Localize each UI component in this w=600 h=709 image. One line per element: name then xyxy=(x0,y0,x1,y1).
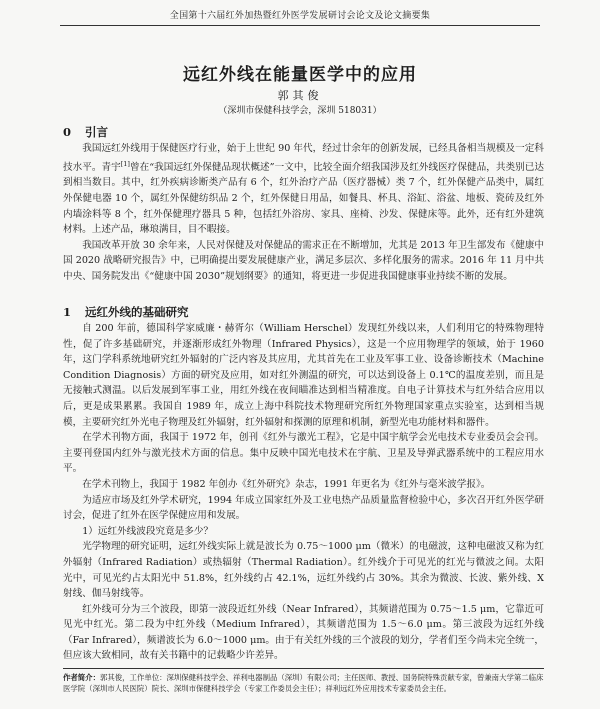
running-header: 全国第十六届红外加热暨红外医学发展研讨会论文及论文摘要集 xyxy=(60,8,540,26)
research-body xyxy=(63,321,544,664)
footnote-text: 郭其俊，工作单位：深圳保健科技学会、祥利电器制品（深圳）有限公司；主任医师、教授、国务院特殊贡献专家，曾兼南大学第二临床医学院（深圳市人民医院）院长、深圳市保健科技学会（专家工作委员会主任）；祥利远红外应用技术专家委员会主任。 xyxy=(63,673,544,693)
research-paragraph: 自 200 年前，德国科学家威廉・赫胥尔（William Herschel）发现红外线以来，人们利用它的特殊物理特性，促了许多基础研究，并逐渐形成红外物理（Infrared Physics），这是一个应用物理学的领域，始于 1960 年，这门学科系统地研究红外辐射的广泛内容及其应用，尤其首先在工业及军事工业、设备诊断技术（Machine Condition Diagnosis）方面的研究及应用，如对红外测温的研究，可以达到设备上 0.1℃的温度差别，而且是无接触式测温。以后发展到军事工业，用红外线在夜间瞄准达到相当精准度。自电子计算技术与红外结合应用以后，更是成果累累。我国自 1989 年，成立上海中科院技术物理研究所红外物理国家重点实验室，达到相当规模，主要研究红外光电子物理及红外辐射，红外辐射和探测的原理和机制，新型光电功能材料和器件。 xyxy=(63,323,544,428)
article-author: 郭其俊 xyxy=(277,89,323,102)
intro-body xyxy=(63,141,544,285)
footnote-label: 作者简介： xyxy=(63,673,100,682)
section-number: 0 xyxy=(63,125,72,139)
author-footnote xyxy=(63,668,544,694)
section-heading-intro xyxy=(63,124,108,140)
citation-ref: [1] xyxy=(120,159,130,168)
intro-paragraph: 我国改革开放 30 余年来，人民对保健及对保健品的需求正在不断增加，尤其是 2013 年卫生部发布《健康中国 2020 战略研究报告》中，已明确提出要发展健康产业，满足多层次、多样化服务的需求。2016 年 11 月中共中央、国务院发出《“健康中国 2030”规划纲要》的通知，将更进一步促进我国健康事业持续不断的发展。 xyxy=(63,239,544,282)
research-paragraph: 在学术刊物上，我国于 1982 年创办《红外研究》杂志，1991 年更名为《红外与毫米波学报》。 xyxy=(82,478,491,490)
section-title: 远红外线的基础研究 xyxy=(85,305,189,319)
research-question: 1）远红外线波段究竟是多少？ xyxy=(82,525,214,537)
section-title: 引言 xyxy=(85,125,109,139)
section-heading-research xyxy=(63,304,189,320)
article-affiliation: （深圳市保健科技学会，深圳 518031） xyxy=(218,106,382,116)
research-paragraph: 为适应市场及红外学术研究，1994 年成立国家红外及工业电热产品质量监督检验中心，多次召开红外医学研讨会，促进了红外在医学保健应用和发展。 xyxy=(63,494,544,522)
intro-paragraph: 我国远红外线用于保健医疗行业，始于上世纪 90 年代，经过廿余年的创新发展，已经具备相当规模及一定科技水平。青宇[1]曾在“我国远红外保健品现状概述”一文中，比较全面介绍我国涉及红外线医疗保健品，共类别已达到相当数目。其中，红外疾病诊断类产品有 6 个，红外治疗产品（医疗器械）类 7 个，红外保健产品类中，属红外保健电器 10 个，属红外保健纺织品 2 个，红外保健日用品，如餐具、杯具、浴缸、浴盆、地板、瓷砖及红外内墙涂料等 8 个，红外保健理疗器具 5 种，包括红外浴房、家具、座椅、沙发、保健床等。此外，还有红外建筑材料。上述产品，琳琅满目，目不暇接。 xyxy=(63,143,545,236)
section-number: 1 xyxy=(63,305,72,319)
article-title: 远红外线在能量医学中的应用 xyxy=(183,65,417,85)
research-paragraph: 在学术刊物方面，我国于 1972 年，创刊《红外与激光工程》，它是中国宇航学会光电技术专业委员会会刊。主要刊登国内红外与激光技术方面的信息。集中反映中国光电技术在宇航、卫星及导弹武器系统中的工程应用水平。 xyxy=(63,432,544,475)
research-paragraph: 光学物理的研究证明，远红外线实际上就是波长为 0.75～1000 μm（微米）的电磁波，这种电磁波又称为红外辐射（Infrared Radiation）或热辐射（Thermal Radiation）。红外线介于可见光的红光与微波之间。太阳光中，可见光约占太阳光中 51.8%，红外线约占 42.1%，远红外线约占 30%。其余为微波、长波、紫外线、X 射线、伽马射线等。 xyxy=(63,541,544,600)
research-paragraph: 红外线可分为三个波段，即第一波段近红外线（Near Infrared），其频谱范围为 0.75～1.5 μm，它靠近可见光中红光。第二段为中红外线（Medium Infrared），其频谱范围为 1.5～6.0 μm。第三波段为远红外线（Far Infrared），频谱波长为 6.0～1000 μm。由于有关红外线的三个波段的划分，学者们至今尚未完全统一，但应该大致相同，故有关书籍中的记载略少许差异。 xyxy=(63,603,544,662)
